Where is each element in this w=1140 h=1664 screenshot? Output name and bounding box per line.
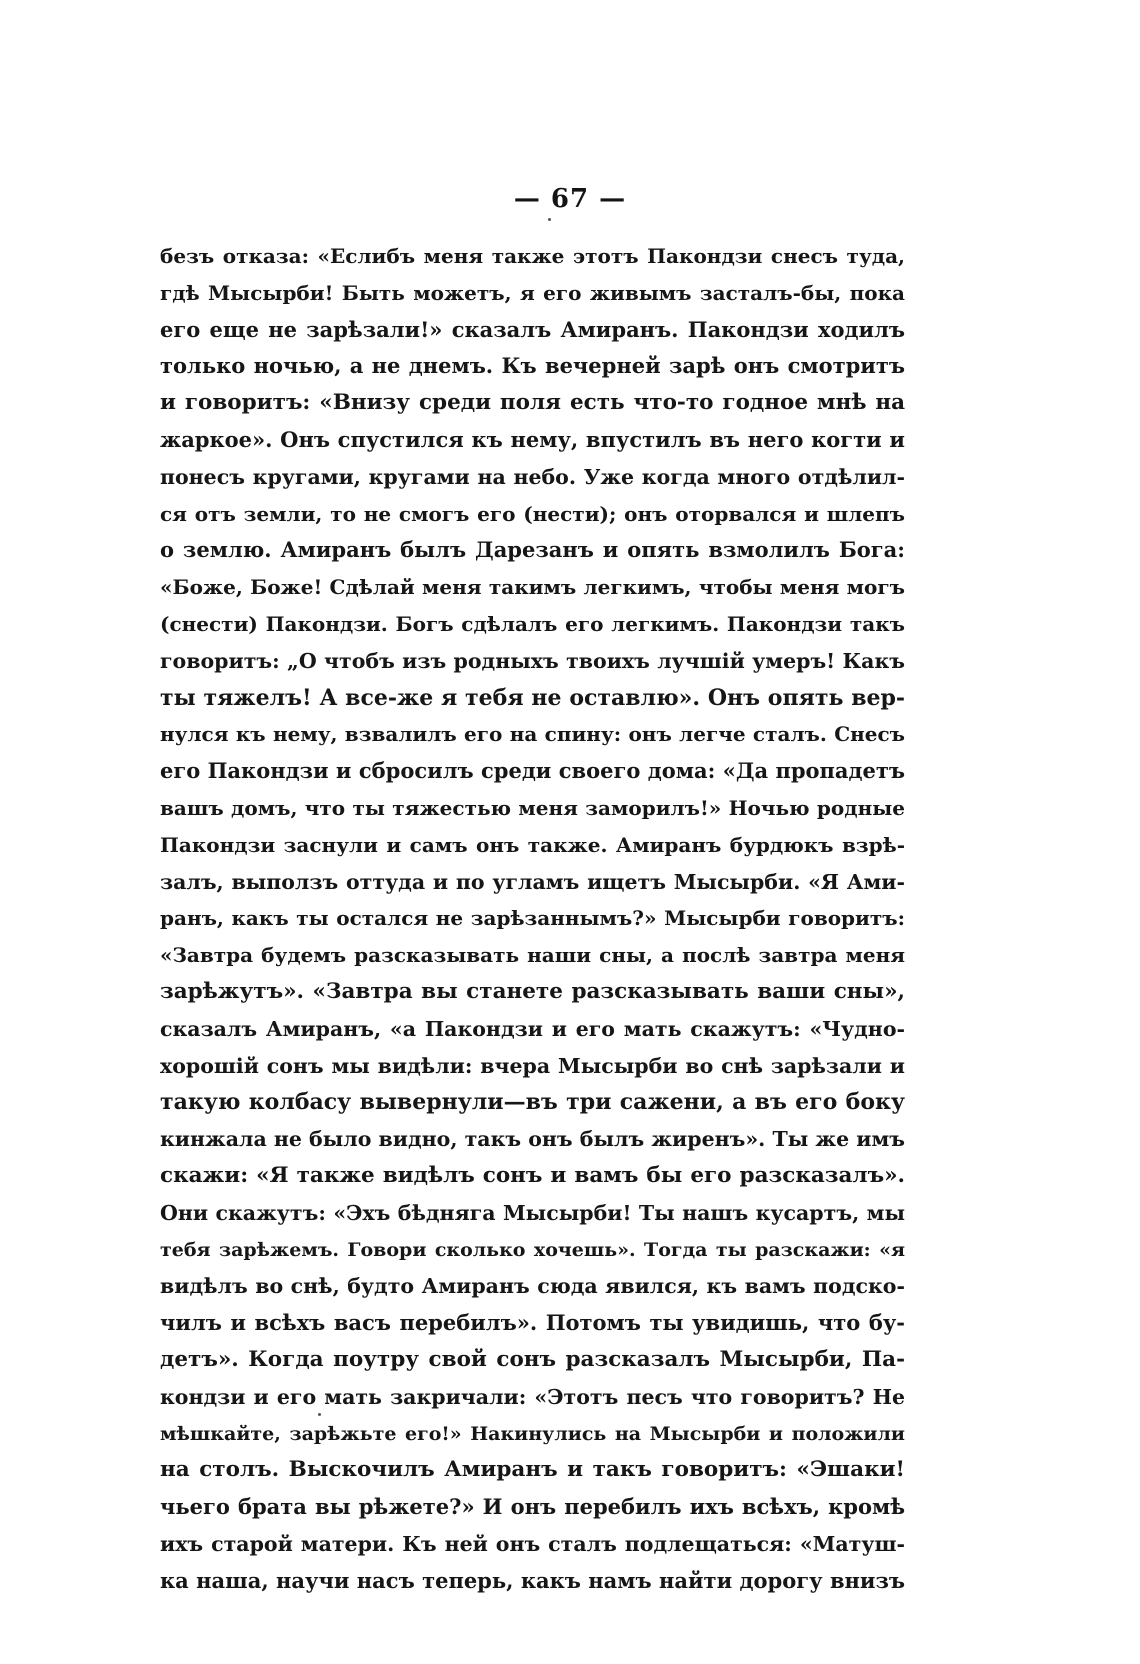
text-line-20: «Завтра будемъ разсказывать наши сны, а послѣ завтра меня xyxy=(160,943,905,968)
text-line-15: его Пакондзи и сбросилъ среди своего дома: «Да пропадетъ xyxy=(160,758,905,784)
text-line-12: говоритъ: „О чтобъ изъ родныхъ твоихъ лучшій умеръ! Какъ xyxy=(160,648,905,673)
text-line-24: такую колбасу вывернули—въ три сажени, а въ его боку xyxy=(160,1089,905,1116)
text-line-8: ся отъ земли, то не смогъ его (нести); онъ оторвался и шлепъ xyxy=(160,501,905,526)
text-line-2: гдѣ Мысырби! Быть можетъ, я его живымъ засталъ-бы, пока xyxy=(160,280,905,305)
text-line-28: тебя зарѣжемъ. Говори сколько хочешь». Тогда ты разскажи: «я xyxy=(160,1238,905,1261)
text-line-11: (снести) Пакондзи. Богъ сдѣлалъ его легкимъ. Пакондзи такъ xyxy=(160,611,905,636)
text-line-16: вашъ домъ, что ты тяжестью меня заморилъ!» Ночью родные xyxy=(160,795,905,820)
text-line-19: ранъ, какъ ты остался не зарѣзаннымъ?» Мысырби говоритъ: xyxy=(160,906,905,931)
page-number: — 67 — xyxy=(513,184,627,214)
text-line-37: ка наша, научи насъ теперь, какъ намъ найти дорогу внизъ xyxy=(160,1567,905,1593)
text-line-35: чьего брата вы рѣжете?» И онъ перебилъ ихъ всѣхъ, кромѣ xyxy=(160,1494,905,1520)
text-line-5: и говоритъ: «Внизу среди поля есть что-то годное мнѣ на xyxy=(160,390,905,416)
scan-speck xyxy=(318,1413,321,1416)
text-line-32: кондзи и его мать закричали: «Этотъ песъ что говоритъ? Не xyxy=(160,1384,905,1409)
text-line-25: кинжала не было видно, такъ онъ былъ жиренъ». Ты же имъ xyxy=(160,1127,905,1152)
text-line-31: детъ». Когда поутру свой сонъ разсказалъ Мысырби, Па- xyxy=(160,1346,905,1372)
text-line-33: мѣшкайте, зарѣжьте его!» Накинулись на Мысырби и положили xyxy=(160,1422,905,1445)
text-line-17: Пакондзи заснули и самъ онъ также. Амиранъ бурдюкъ взрѣ- xyxy=(160,832,905,857)
scan-speck xyxy=(548,218,551,221)
text-line-26: скажи: «Я также видѣлъ сонъ и вамъ бы его разсказалъ». xyxy=(160,1162,905,1188)
text-line-29: видѣлъ во снѣ, будто Амиранъ сюда явился, къ вамъ подско- xyxy=(160,1274,905,1299)
text-line-30: чилъ и всѣхъ васъ перебилъ». Потомъ ты увидишь, что бу- xyxy=(160,1310,905,1336)
text-line-22: сказалъ Амиранъ, «а Пакондзи и его мать скажутъ: «Чудно- xyxy=(160,1016,905,1041)
text-line-27: Они скажутъ: «Эхъ бѣдняга Мысырби! Ты нашъ кусартъ, мы xyxy=(160,1200,905,1225)
text-line-36: ихъ старой матери. Къ ней онъ сталъ подлещаться: «Матуш- xyxy=(160,1531,905,1556)
text-line-6: жаркое». Онъ спустился къ нему, впустилъ въ него когти и xyxy=(160,426,905,452)
text-line-23: хорошій сонъ мы видѣли: вчера Мысырби во снѣ зарѣзали и xyxy=(160,1053,905,1078)
text-line-1: безъ отказа: «Еслибъ меня также этотъ Пакондзи снесъ туда, xyxy=(160,244,905,268)
text-line-18: залъ, выползъ оттуда и по угламъ ищетъ Мысырби. «Я Ами- xyxy=(160,869,905,894)
text-line-4: только ночью, а не днемъ. Къ вечерней зарѣ онъ смотритъ xyxy=(160,353,905,379)
text-line-13: ты тяжелъ! А все-же я тебя не оставлю». Онъ опять вер- xyxy=(160,684,905,711)
text-line-34: на столъ. Выскочилъ Амиранъ и такъ говоритъ: «Эшаки! xyxy=(160,1457,905,1483)
text-line-9: о землю. Амиранъ былъ Дарезанъ и опять взмолилъ Бога: xyxy=(160,537,905,563)
body-text xyxy=(160,238,905,1599)
text-line-14: нулся къ нему, взвалилъ его на спину: онъ легче сталъ. Снесъ xyxy=(160,722,905,747)
text-line-3: его еще не зарѣзали!» сказалъ Амиранъ. Пакондзи ходилъ xyxy=(160,316,905,342)
text-line-21: зарѣжутъ». «Завтра вы станете разсказывать ваши сны», xyxy=(160,978,905,1004)
text-line-10: «Боже, Боже! Сдѣлай меня такимъ легкимъ, чтобы меня могъ xyxy=(160,575,905,600)
text-line-7: понесъ кругами, кругами на небо. Уже когда много отдѣлил- xyxy=(160,464,905,489)
